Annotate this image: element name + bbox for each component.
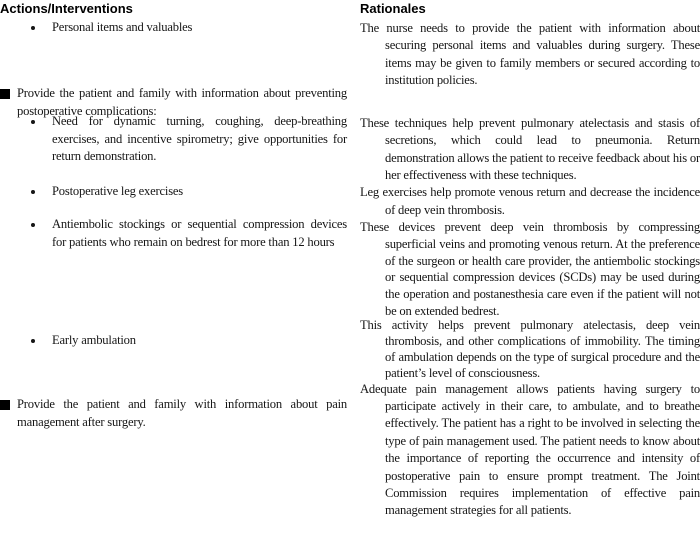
actions-header: Actions/Interventions bbox=[0, 1, 133, 16]
action-square-item bbox=[0, 396, 347, 431]
action-item-text: Antiembolic stockings or sequential compression devices for patients who remain on bedrest for more than 12 hours bbox=[52, 217, 347, 249]
dot-bullet-icon bbox=[31, 190, 35, 194]
action-item-text: Need for dynamic turning, coughing, deep-breathing exercises, and incentive spirometry; give opportunities for return demonstration. bbox=[52, 114, 347, 164]
action-item-text: Provide the patient and family with information about pain management after surgery. bbox=[17, 397, 347, 429]
action-item-text: Postoperative leg exercises bbox=[52, 184, 183, 198]
rationale-paragraph: Leg exercises help promote venous return and decrease the incidence of deep vein thrombosis. bbox=[360, 185, 700, 217]
square-bullet-icon bbox=[0, 400, 10, 410]
rationale-paragraph: This activity helps prevent pulmonary atelectasis, deep vein thrombosis, and other complications of immobility. The timing of ambulation depends on the type of surgical procedure and the patient’s level of consciousness. bbox=[360, 317, 700, 381]
action-bullet-item bbox=[0, 19, 347, 37]
dot-bullet-icon bbox=[31, 26, 35, 30]
rationale-paragraph: The nurse needs to provide the patient with information about securing personal items and valuables during surgery. These items may be given to family members or secured according to institution policies. bbox=[360, 21, 700, 87]
actions-column bbox=[0, 0, 348, 547]
dot-bullet-icon bbox=[31, 223, 35, 227]
square-bullet-icon bbox=[0, 89, 10, 99]
action-bullet-item bbox=[0, 216, 347, 251]
dot-bullet-icon bbox=[31, 339, 35, 343]
rationales-header: Rationales bbox=[360, 1, 426, 16]
rationale-paragraph: These techniques help prevent pulmonary atelectasis and stasis of secretions, which could lead to pneumonia. Return demonstration allows the patient to receive feedback about his or her effectiveness with these techniques. bbox=[360, 116, 700, 183]
rationales-column bbox=[360, 0, 700, 547]
action-item-text: Provide the patient and family with information about preventing postoperative complications: bbox=[17, 86, 347, 118]
action-item-text: Personal items and valuables bbox=[52, 20, 193, 34]
dot-bullet-icon bbox=[31, 120, 35, 124]
action-item-text: Early ambulation bbox=[52, 333, 136, 347]
rationale-paragraph: Adequate pain management allows patients having surgery to participate actively in their care, to ambulate, and to breathe effectively. The patient has a right to be involved in selecting the type of pain management used. The patient needs to know about the importance of reporting the occurrence and intensity of postoperative pain to ensure prompt treatment. The Joint Commission requires implementation of effective pain management strategies for all patients. bbox=[360, 381, 700, 518]
rationale-paragraph: These devices prevent deep vein thrombosis by compressing superficial veins and promoting venous return. At the preference of the surgeon or health care provider, the antiembolic stockings or sequential compression devices (SCDs) may be used during the operation and postanesthesia care even if the patient will not be on extended bedrest. bbox=[360, 219, 700, 318]
action-bullet-item bbox=[0, 332, 347, 350]
action-bullet-item bbox=[0, 113, 347, 166]
action-bullet-item bbox=[0, 183, 347, 201]
